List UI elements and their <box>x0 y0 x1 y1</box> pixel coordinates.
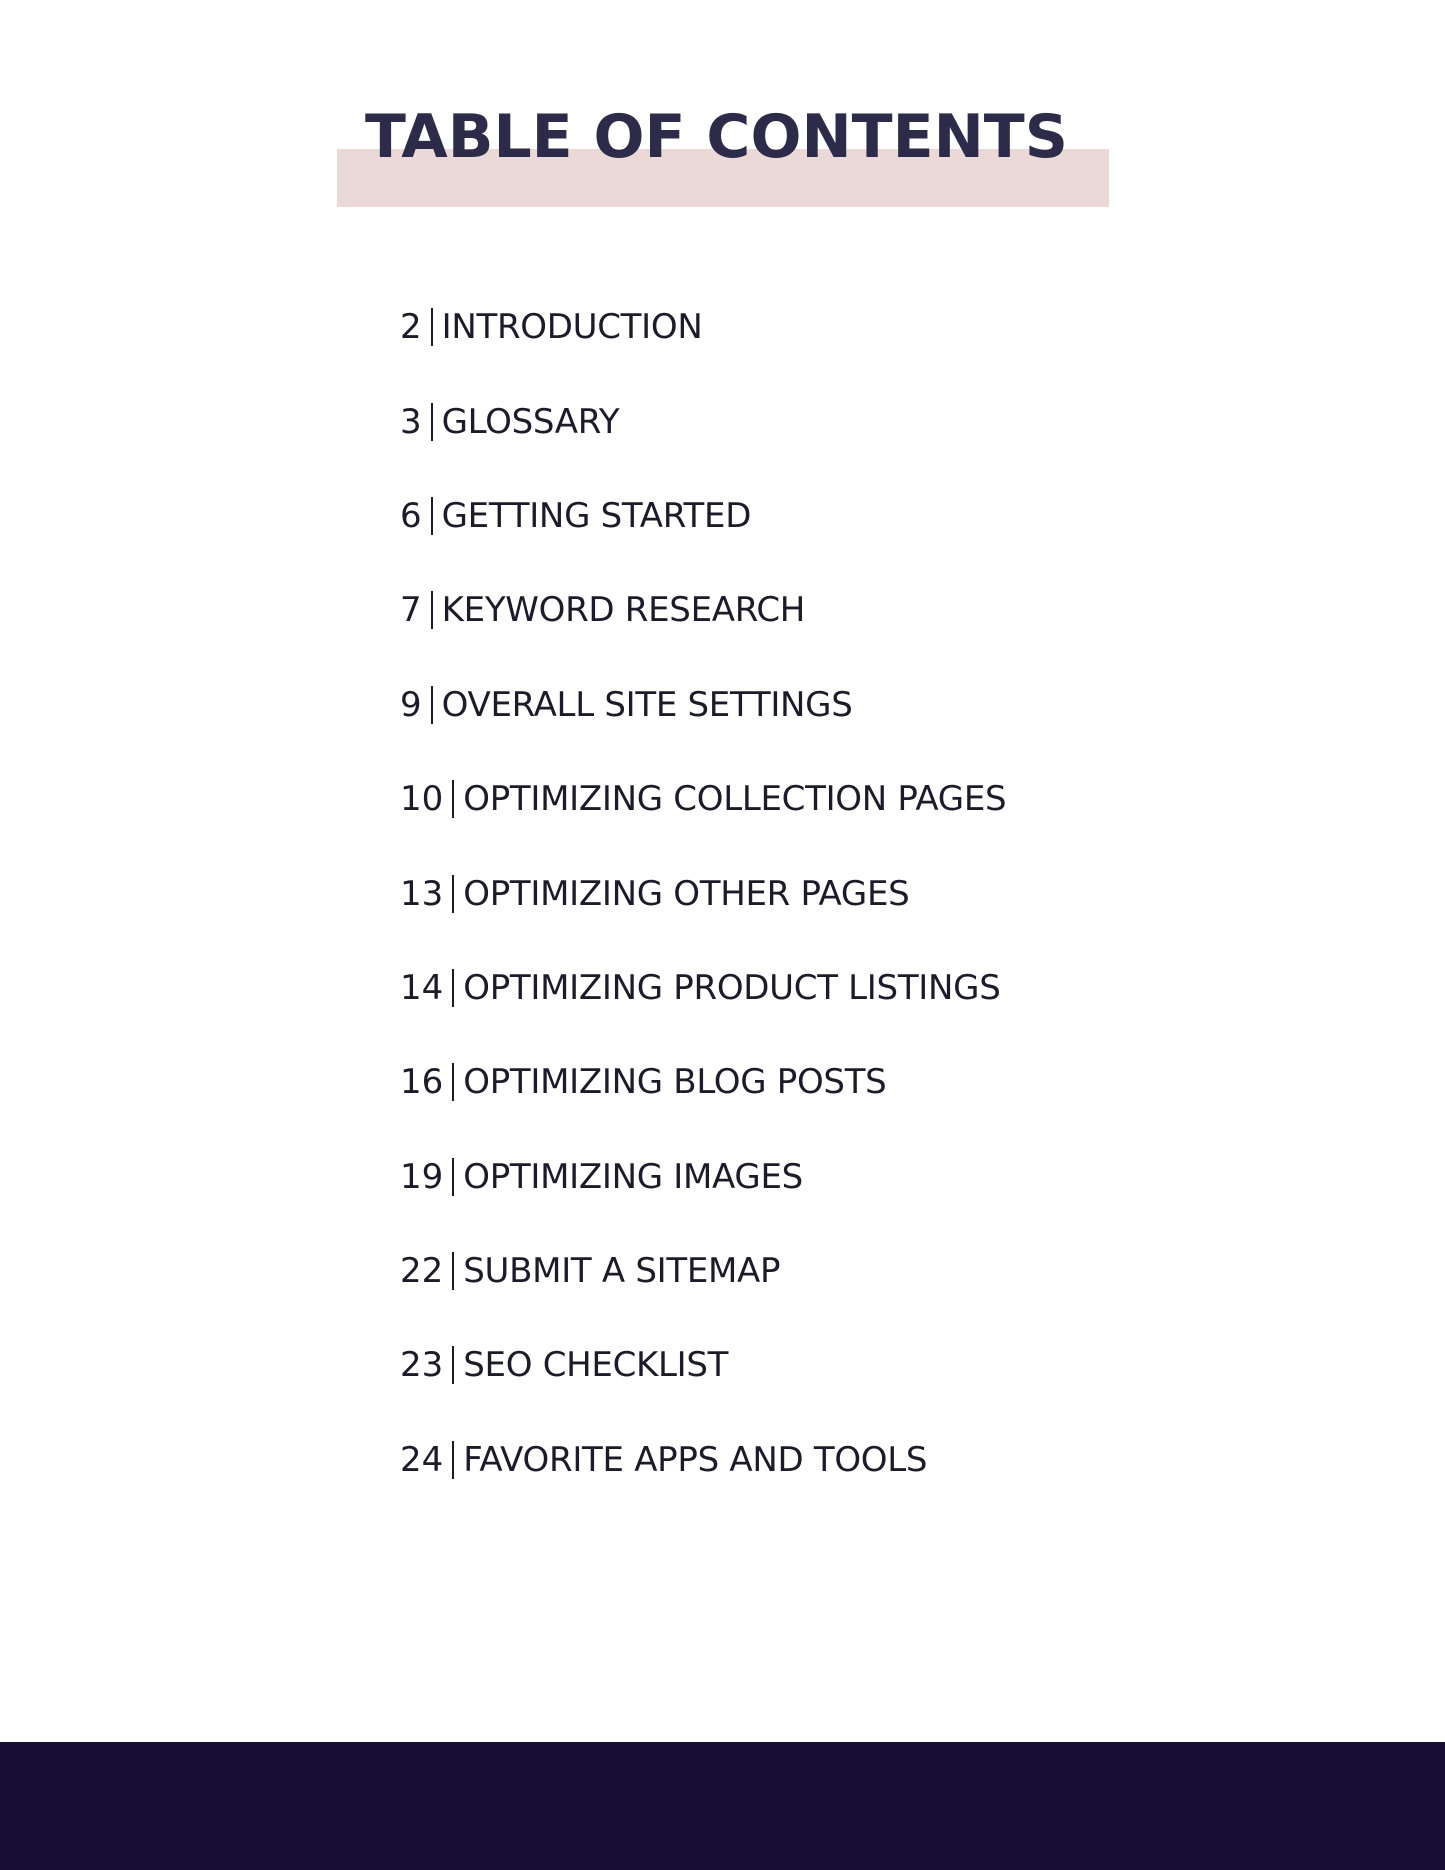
toc-entry-getting-started[interactable] <box>400 469 1006 563</box>
page-title: TABLE OF CONTENTS <box>365 102 1068 172</box>
toc-separator <box>452 1063 454 1101</box>
toc-entry-glossary[interactable] <box>400 374 1006 468</box>
toc-entry-optimizing-collection-pages[interactable] <box>400 752 1006 846</box>
toc-page-number: 9 <box>400 684 422 725</box>
toc-entry-overall-site-settings[interactable] <box>400 658 1006 752</box>
toc-separator <box>452 969 454 1007</box>
toc-separator <box>452 1441 454 1479</box>
toc-separator <box>431 403 433 441</box>
toc-separator <box>452 1158 454 1196</box>
toc-page-number: 24 <box>400 1439 444 1480</box>
toc-entry-introduction[interactable] <box>400 280 1006 374</box>
toc-page-number: 3 <box>400 401 422 442</box>
toc-entry-optimizing-blog-posts[interactable] <box>400 1035 1006 1129</box>
toc-label: OPTIMIZING OTHER PAGES <box>463 873 910 914</box>
toc-label: SEO CHECKLIST <box>463 1345 729 1386</box>
title-block <box>337 95 1109 210</box>
toc-separator <box>452 780 454 818</box>
toc-page-number: 6 <box>400 495 422 536</box>
toc-page-number: 2 <box>400 307 422 348</box>
toc-separator <box>452 1346 454 1384</box>
footer-band <box>0 1742 1445 1870</box>
toc-label: OVERALL SITE SETTINGS <box>441 684 853 725</box>
toc-label: OPTIMIZING BLOG POSTS <box>463 1062 887 1103</box>
toc-label: SUBMIT A SITEMAP <box>463 1251 781 1292</box>
table-of-contents <box>400 280 1006 1507</box>
toc-entry-seo-checklist[interactable] <box>400 1318 1006 1412</box>
toc-separator <box>452 1252 454 1290</box>
toc-label: GLOSSARY <box>441 401 620 442</box>
toc-page-number: 22 <box>400 1251 444 1292</box>
toc-entry-optimizing-other-pages[interactable] <box>400 846 1006 940</box>
toc-entry-favorite-apps-and-tools[interactable] <box>400 1413 1006 1507</box>
toc-separator <box>431 686 433 724</box>
toc-label: INTRODUCTION <box>441 307 703 348</box>
toc-page-number: 13 <box>400 873 444 914</box>
toc-entry-submit-a-sitemap[interactable] <box>400 1224 1006 1318</box>
toc-label: KEYWORD RESEARCH <box>441 590 806 631</box>
toc-entry-optimizing-images[interactable] <box>400 1130 1006 1224</box>
toc-label: OPTIMIZING COLLECTION PAGES <box>463 779 1007 820</box>
toc-separator <box>431 497 433 535</box>
toc-page-number: 14 <box>400 967 444 1008</box>
toc-page-number: 19 <box>400 1156 444 1197</box>
toc-page-number: 16 <box>400 1062 444 1103</box>
toc-page-number: 10 <box>400 779 444 820</box>
toc-separator <box>431 591 433 629</box>
toc-separator <box>452 875 454 913</box>
toc-page-number: 23 <box>400 1345 444 1386</box>
toc-label: OPTIMIZING IMAGES <box>463 1156 803 1197</box>
toc-entry-keyword-research[interactable] <box>400 563 1006 657</box>
toc-label: FAVORITE APPS AND TOOLS <box>463 1439 928 1480</box>
toc-page-number: 7 <box>400 590 422 631</box>
toc-label: GETTING STARTED <box>441 495 752 536</box>
toc-separator <box>431 308 433 346</box>
toc-entry-optimizing-product-listings[interactable] <box>400 941 1006 1035</box>
toc-label: OPTIMIZING PRODUCT LISTINGS <box>463 967 1001 1008</box>
